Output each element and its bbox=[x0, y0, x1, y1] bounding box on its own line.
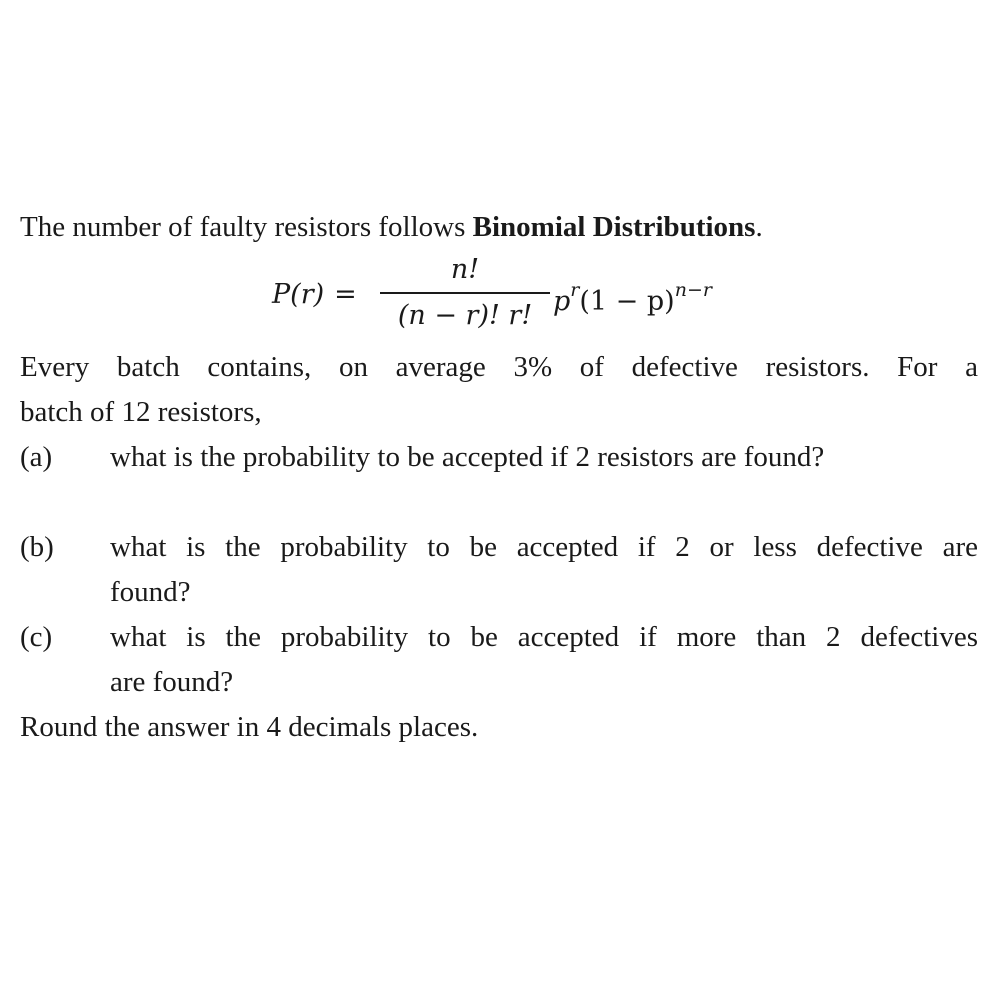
question-c bbox=[20, 615, 978, 705]
formula-factor-exponent: n−r bbox=[674, 279, 712, 301]
question-a bbox=[20, 435, 978, 480]
formula-p-exponent: r bbox=[570, 279, 580, 301]
intro-period: . bbox=[755, 211, 763, 243]
formula-numerator: n! bbox=[450, 254, 480, 285]
intro-sentence bbox=[20, 205, 978, 250]
formula-lhs bbox=[272, 272, 357, 317]
document-body bbox=[20, 205, 978, 750]
question-a-text: what is the probability to be accepted if 2 resistors are found? bbox=[110, 441, 825, 473]
question-b-text-line-1: what is the probability to be accepted if 2 or less defective are bbox=[110, 531, 978, 563]
formula-equals: = bbox=[334, 279, 357, 310]
question-c-text-line-1: what is the probability to be accepted if more than 2 defectives bbox=[110, 621, 978, 653]
formula-lhs-term: P(r) bbox=[272, 279, 325, 310]
question-a-label: (a) bbox=[20, 441, 53, 473]
question-c-text-line-2: are found? bbox=[110, 666, 234, 698]
binomial-formula bbox=[20, 250, 978, 345]
formula-fraction bbox=[380, 250, 550, 336]
closing-instruction: Round the answer in 4 decimals places. bbox=[20, 711, 479, 743]
paragraph-line-2: batch of 12 resistors, bbox=[20, 396, 262, 428]
fraction-bar bbox=[380, 292, 550, 294]
formula-rhs bbox=[553, 272, 712, 324]
formula-p: p bbox=[553, 286, 571, 317]
intro-text: The number of faulty resistors follows bbox=[20, 211, 473, 243]
question-b-label: (b) bbox=[20, 531, 54, 563]
question-c-label: (c) bbox=[20, 621, 53, 653]
question-b-text-line-2: found? bbox=[110, 576, 191, 608]
question-b bbox=[20, 525, 978, 615]
spacer bbox=[20, 480, 978, 525]
intro-bold-term: Binomial Distributions bbox=[472, 211, 756, 243]
paragraph-line-1: Every batch contains, on average 3% of defective resistors. For a bbox=[20, 351, 978, 383]
formula-factor: (1 − p) bbox=[579, 286, 675, 317]
formula-denominator: (n − r)! r! bbox=[397, 300, 533, 331]
